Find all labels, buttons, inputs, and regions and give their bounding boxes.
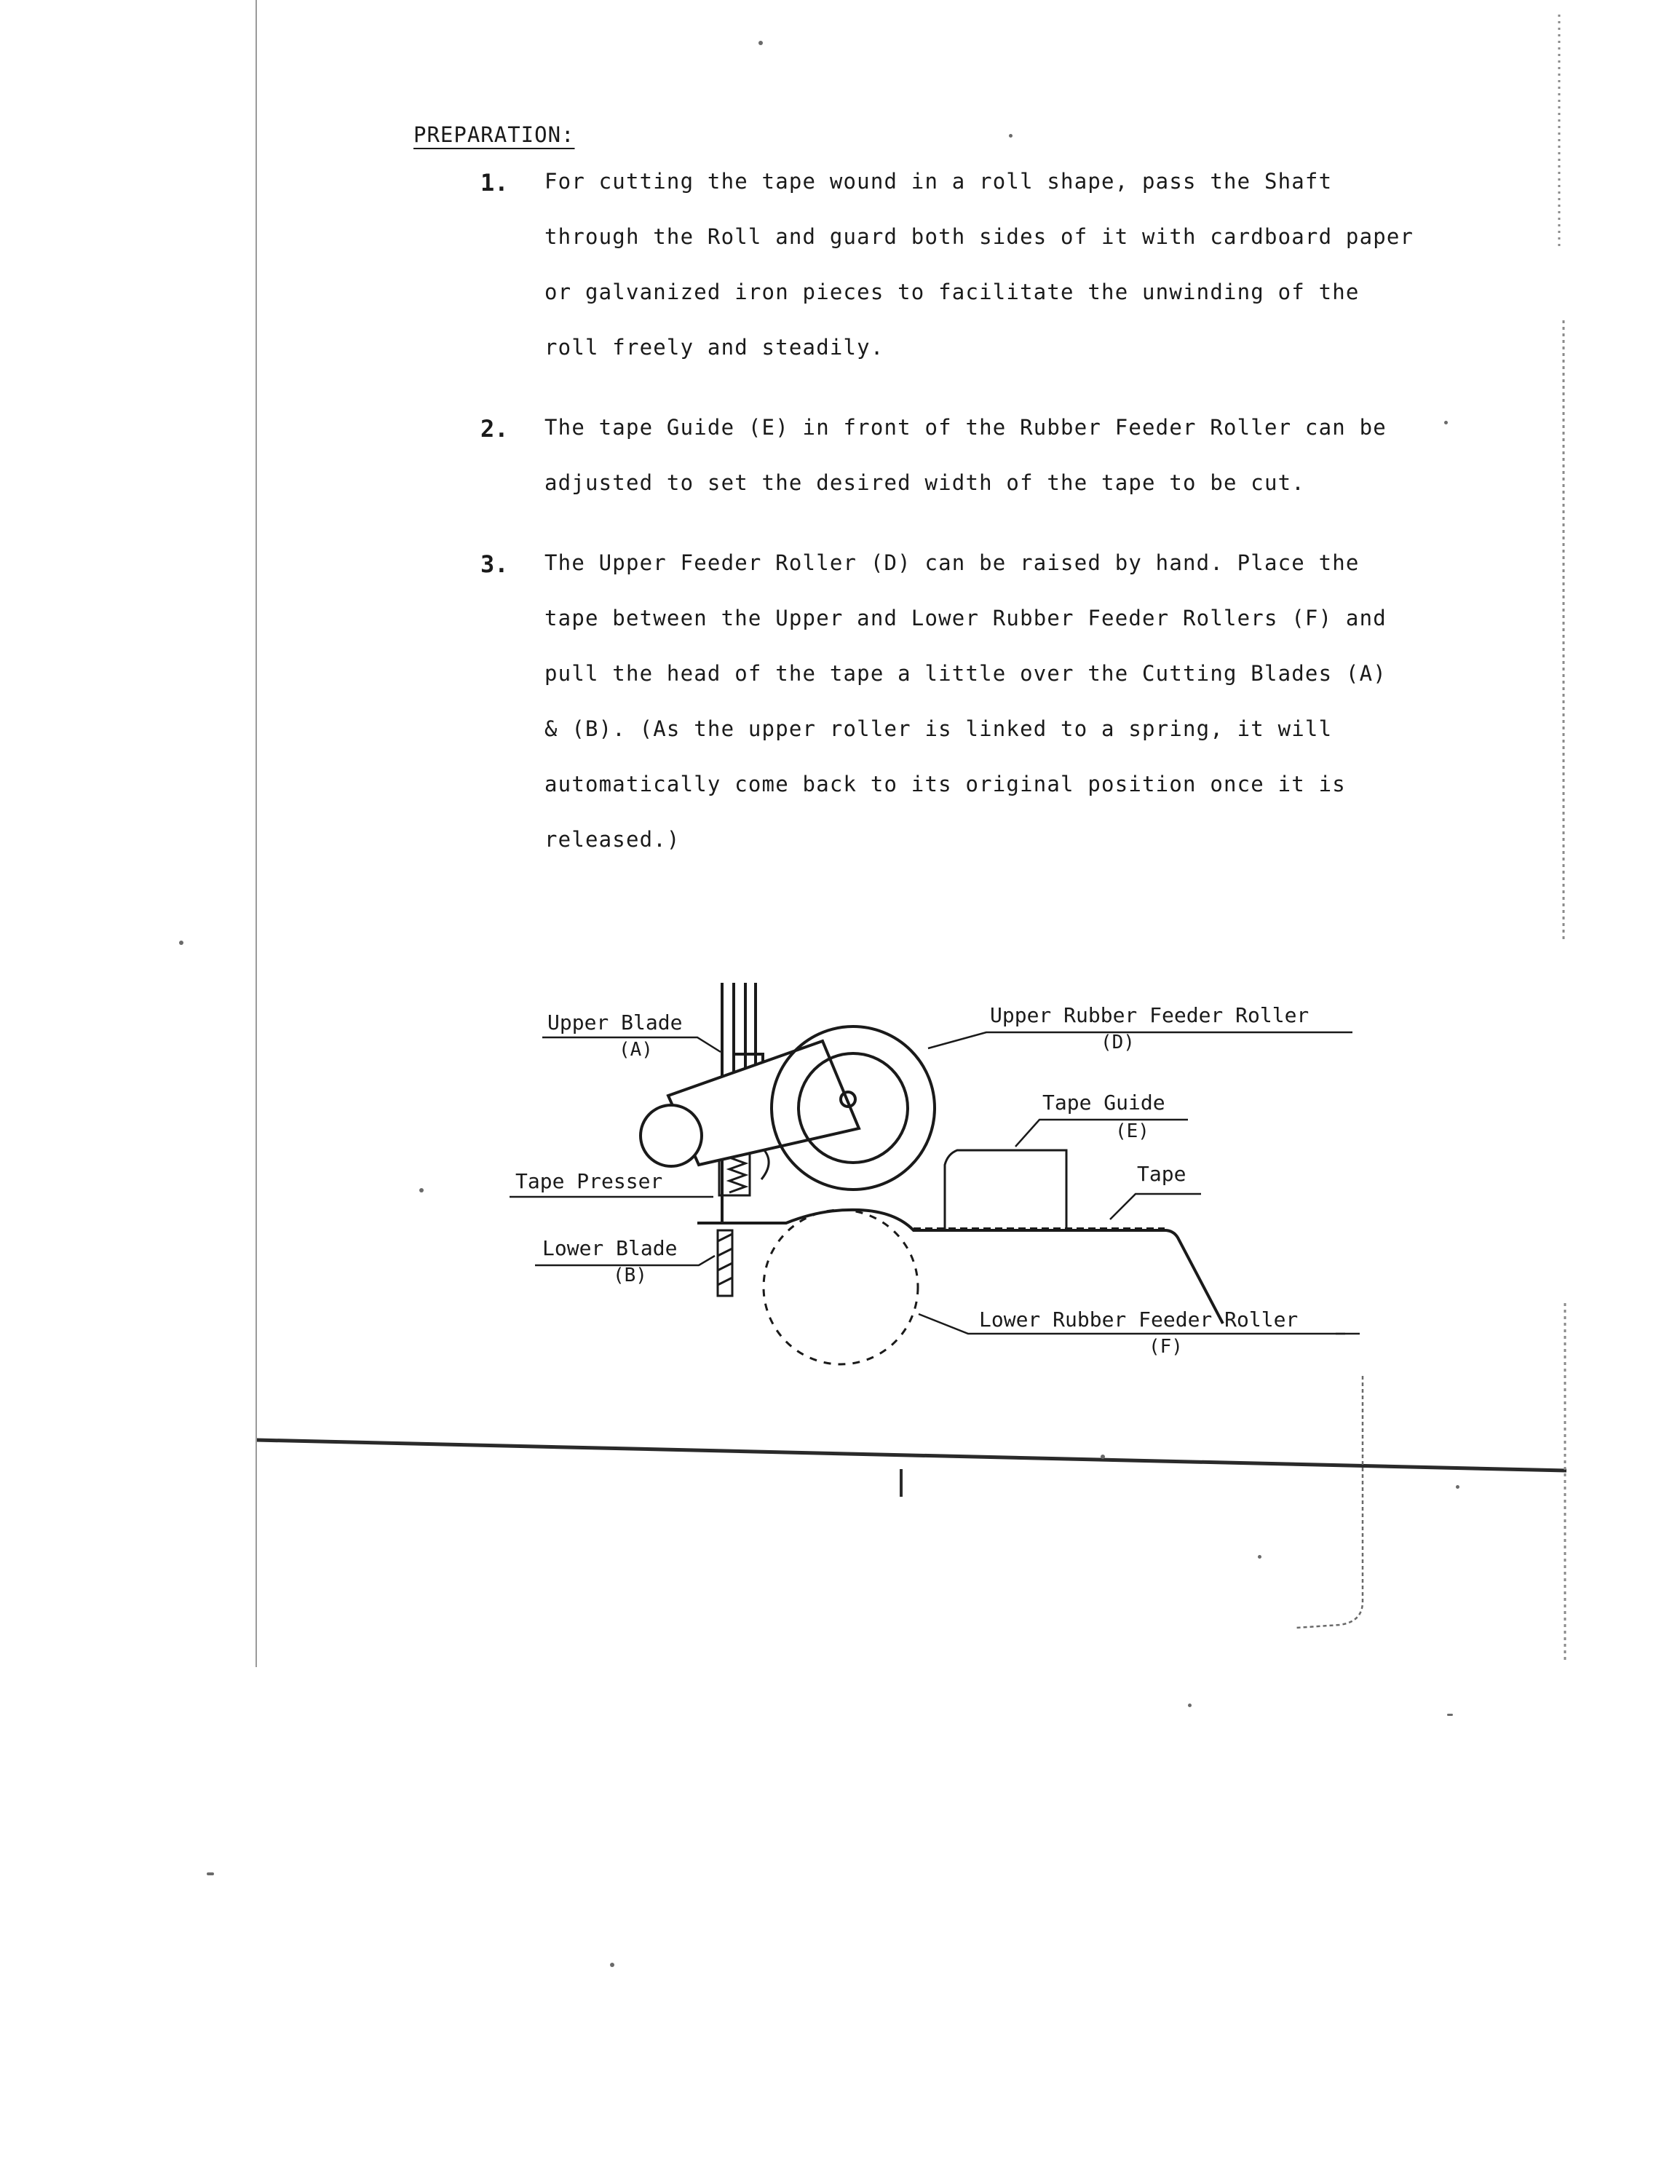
step-line: released.) xyxy=(544,827,681,852)
scan-border-lines xyxy=(256,0,1566,1667)
scan-speck xyxy=(1258,1555,1261,1559)
step-line: The tape Guide (E) in front of the Rubber Feeder Roller can be xyxy=(544,415,1387,440)
step-line: tape between the Upper and Lower Rubber Feeder Rollers (F) and xyxy=(544,606,1387,630)
step-number: 1. xyxy=(480,169,509,197)
lower-blade-block xyxy=(718,1230,732,1296)
lower-feeder-roller xyxy=(764,1210,918,1364)
code-tape-guide: (E) xyxy=(1115,1120,1149,1142)
scan-speck xyxy=(1456,1485,1459,1489)
scan-speck xyxy=(610,1963,614,1967)
label-tape-guide: Tape Guide xyxy=(1042,1091,1165,1115)
label-tape-presser: Tape Presser xyxy=(515,1169,663,1193)
step-line: through the Roll and guard both sides of it with cardboard paper xyxy=(544,224,1414,249)
step-line: The Upper Feeder Roller (D) can be raised by hand. Place the xyxy=(544,550,1360,575)
step-number: 3. xyxy=(480,550,509,578)
label-lower-roller: Lower Rubber Feeder Roller xyxy=(979,1307,1299,1332)
section-heading: PREPARATION: xyxy=(413,122,575,147)
tape-guide xyxy=(945,1150,1066,1230)
step-line: adjusted to set the desired width of the tape to be cut. xyxy=(544,470,1305,495)
scan-speck xyxy=(1188,1704,1192,1707)
label-upper-blade: Upper Blade xyxy=(547,1010,683,1034)
step-line: For cutting the tape wound in a roll shape, pass the Shaft xyxy=(544,169,1333,194)
step-line: or galvanized iron pieces to facilitate the unwinding of the xyxy=(544,280,1360,304)
label-tape: Tape xyxy=(1137,1162,1186,1186)
scan-speck xyxy=(1009,134,1013,138)
scan-speck xyxy=(419,1188,424,1192)
scan-speck xyxy=(179,941,183,945)
step-line: & (B). (As the upper roller is linked to a spring, it will xyxy=(544,716,1333,741)
label-upper-roller: Upper Rubber Feeder Roller xyxy=(990,1003,1309,1027)
code-lower-roller: (F) xyxy=(1149,1336,1183,1358)
step-number: 2. xyxy=(480,415,509,443)
scan-speck xyxy=(1444,421,1448,424)
step-line: roll freely and steadily. xyxy=(544,335,884,360)
code-upper-blade: (A) xyxy=(619,1039,653,1061)
scan-speck xyxy=(1101,1455,1105,1459)
label-lower-blade: Lower Blade xyxy=(542,1236,678,1260)
step-line: pull the head of the tape a little over the Cutting Blades (A) xyxy=(544,661,1387,686)
code-lower-blade: (B) xyxy=(613,1265,647,1286)
tape-path xyxy=(697,1210,1223,1324)
code-upper-roller: (D) xyxy=(1101,1032,1135,1053)
scan-speck xyxy=(1447,1714,1453,1716)
scan-speck xyxy=(207,1872,214,1875)
step-line: automatically come back to its original position once it is xyxy=(544,772,1346,796)
scan-speck xyxy=(758,41,763,45)
